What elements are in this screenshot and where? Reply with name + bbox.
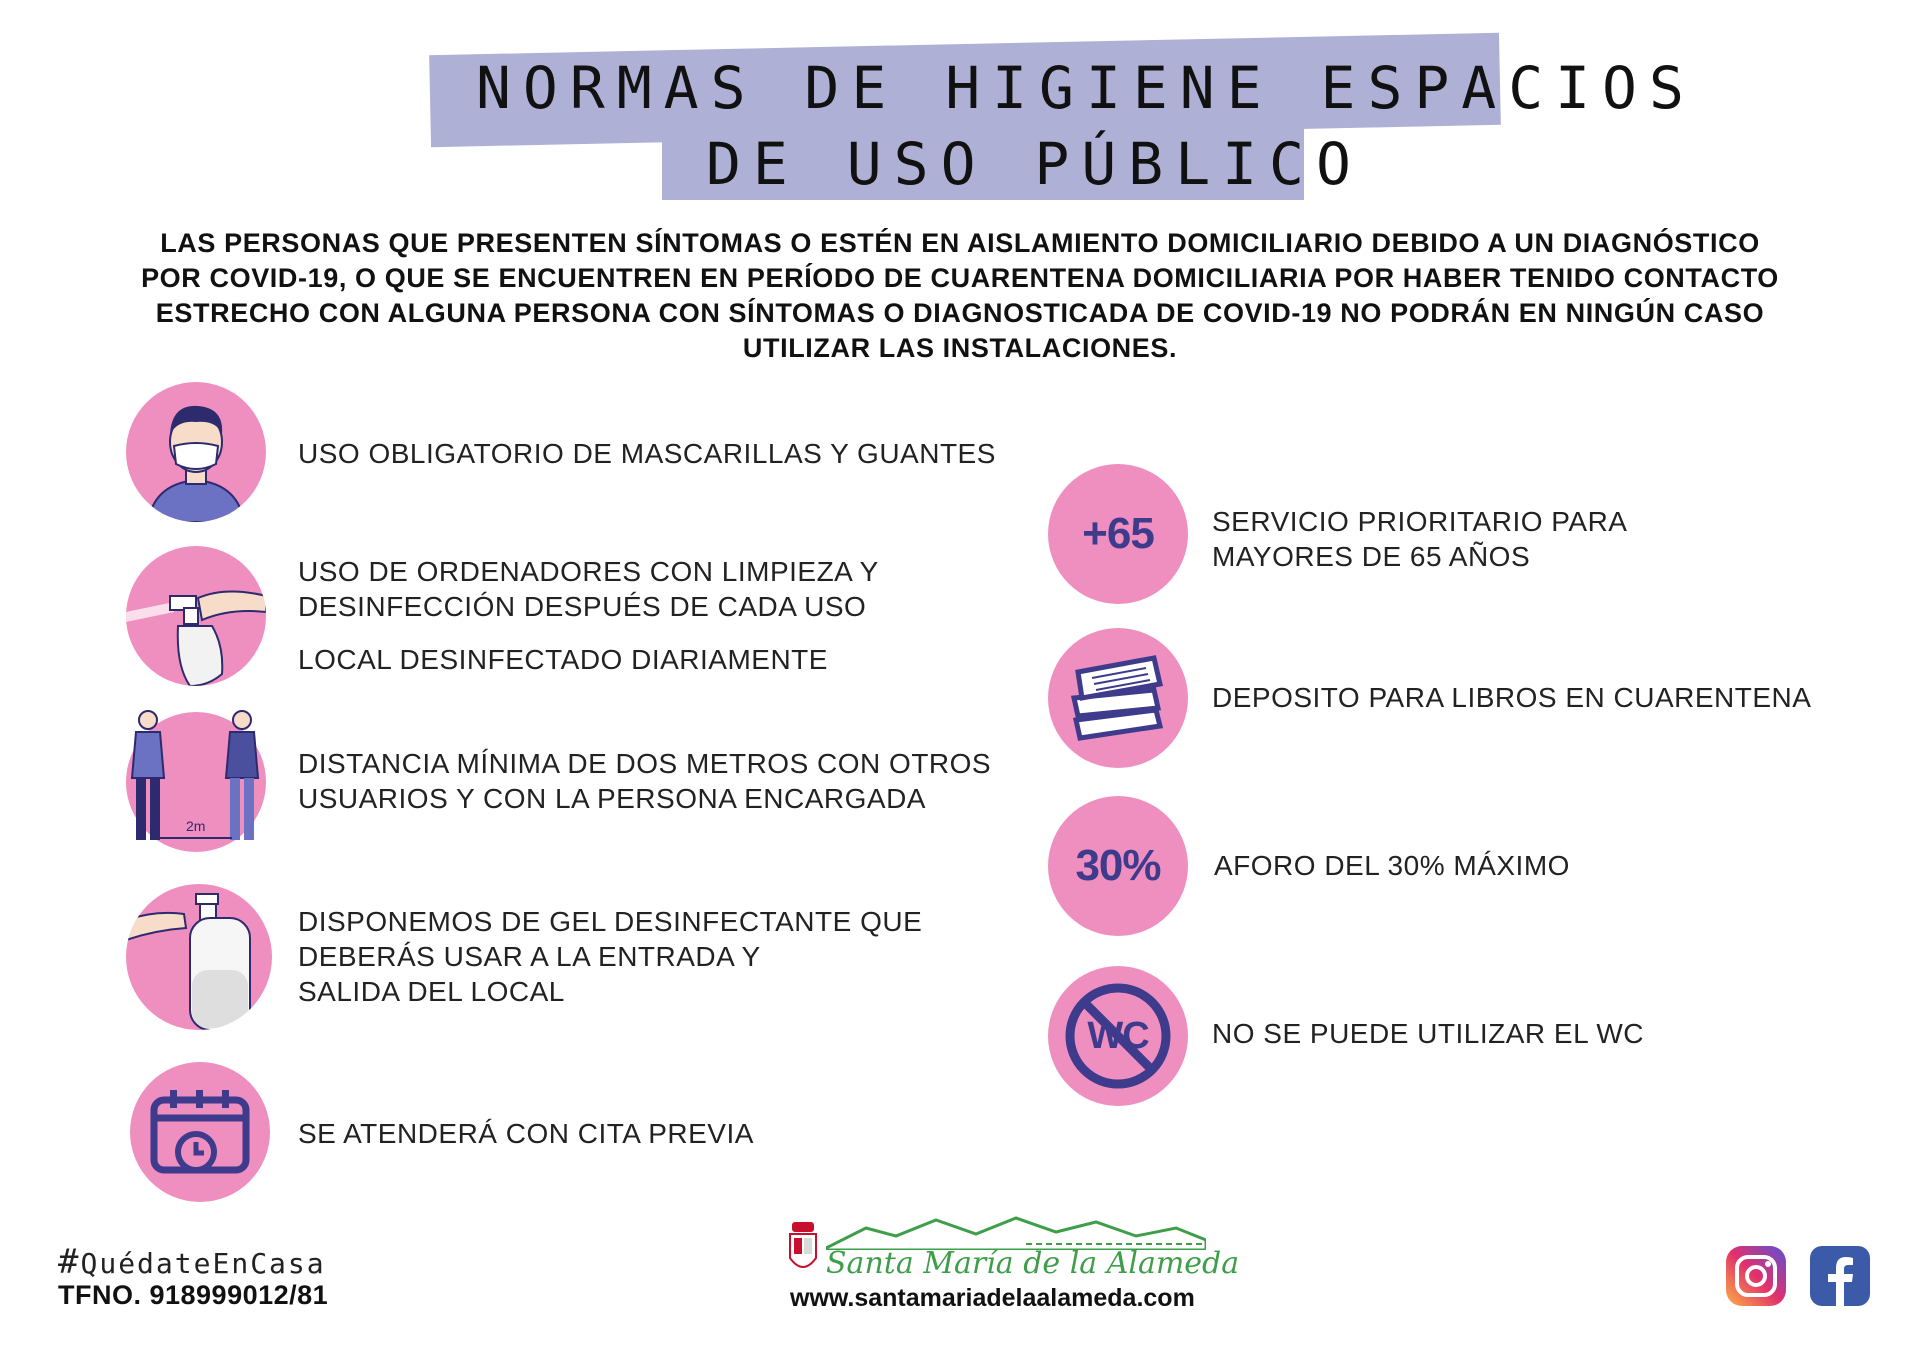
mask-person-icon [126, 382, 266, 522]
books-stack-icon [1048, 628, 1188, 768]
intro-line: ESTRECHO CON ALGUNA PERSONA CON SÍNTOMAS O DIAGNOSTICADA DE COVID-19 NO PODRÁN EN NINGÚN CASO [155, 298, 1765, 328]
town-name: Santa María de la Alameda [826, 1246, 1240, 1281]
rule-line: NO SE PUEDE UTILIZAR EL WC [1212, 1018, 1645, 1049]
plus-65-icon [1048, 464, 1188, 604]
rule-seniors [1212, 504, 1627, 574]
rule-line: USUARIOS Y CON LA PERSONA ENCARGADA [298, 783, 926, 814]
rule-capacity [1214, 848, 1570, 883]
rule-computers [298, 554, 879, 624]
hashtag-text [58, 1242, 326, 1282]
rule-line: SALIDA DEL LOCAL [298, 976, 565, 1007]
hash-symbol-icon: # [58, 1242, 81, 1282]
no-wc-glyph: WC [1087, 1014, 1149, 1057]
website-link[interactable]: www.santamariadelaalameda.com [790, 1284, 1195, 1312]
rule-gel [298, 904, 922, 1009]
phone-number: TFNO. 918999012/81 [58, 1280, 329, 1310]
town-crest-icon [786, 1220, 820, 1278]
instagram-icon[interactable] [1724, 1244, 1788, 1308]
rule-line: USO OBLIGATORIO DE MASCARILLAS Y GUANTES [298, 438, 996, 469]
rule-distance [298, 746, 991, 816]
rule-line: SERVICIO PRIORITARIO PARA [1212, 506, 1628, 537]
intro-line: LAS PERSONAS QUE PRESENTEN SÍNTOMAS O ESTÉN EN AISLAMIENTO DOMICILIARIO DEBIDO A UN DIAGNÓSTICO [160, 228, 1760, 258]
rule-line: AFORO DEL 30% MÁXIMO [1214, 850, 1570, 881]
rule-line: SE ATENDERÁ CON CITA PREVIA [298, 1118, 754, 1149]
rule-line: DISPONEMOS DE GEL DESINFECTANTE QUE [298, 906, 923, 937]
rule-line: DEPOSITO PARA LIBROS EN CUARENTENA [1212, 682, 1812, 713]
no-wc-icon [1048, 966, 1188, 1106]
mountains-logo-icon [826, 1214, 1206, 1250]
rule-books [1212, 680, 1811, 715]
rule-line: DEBERÁS USAR A LA ENTRADA Y [298, 941, 761, 972]
page-title-line1: NORMAS DE HIGIENE ESPACIOS [476, 54, 1696, 122]
rule-line: DISTANCIA MÍNIMA DE DOS METROS CON OTROS [298, 748, 992, 779]
distance-label: 2m [186, 818, 206, 834]
intro-line: UTILIZAR LAS INSTALACIONES. [742, 333, 1178, 363]
calendar-clock-icon [130, 1062, 270, 1202]
rule-line: USO DE ORDENADORES CON LIMPIEZA Y [298, 556, 879, 587]
percent-30-icon [1048, 796, 1188, 936]
hashtag-label: QuédateEnCasa [80, 1247, 326, 1280]
rule-appointment [298, 1116, 754, 1151]
hand-sanitizer-icon [126, 884, 272, 1030]
intro-line: POR COVID-19, O QUE SE ENCUENTREN EN PERÍODO DE CUARENTENA DOMICILIARIA POR HABER TENIDO CONTACTO [141, 263, 1779, 293]
intro-paragraph [120, 226, 1800, 366]
percent-30-glyph: 30% [1075, 841, 1161, 890]
plus-65-glyph: +65 [1082, 509, 1154, 558]
rule-no-wc [1212, 1016, 1644, 1051]
rule-line: MAYORES DE 65 AÑOS [1212, 541, 1531, 572]
facebook-icon[interactable] [1808, 1244, 1872, 1308]
rule-line: DESINFECCIÓN DESPUÉS DE CADA USO [298, 591, 867, 622]
rule-masks [298, 436, 996, 471]
rule-local-disinfected: LOCAL DESINFECTADO DIARIAMENTE [298, 644, 828, 675]
spray-bottle-icon [126, 546, 266, 686]
page-title-line2: DE USO PÚBLICO [706, 130, 1363, 198]
